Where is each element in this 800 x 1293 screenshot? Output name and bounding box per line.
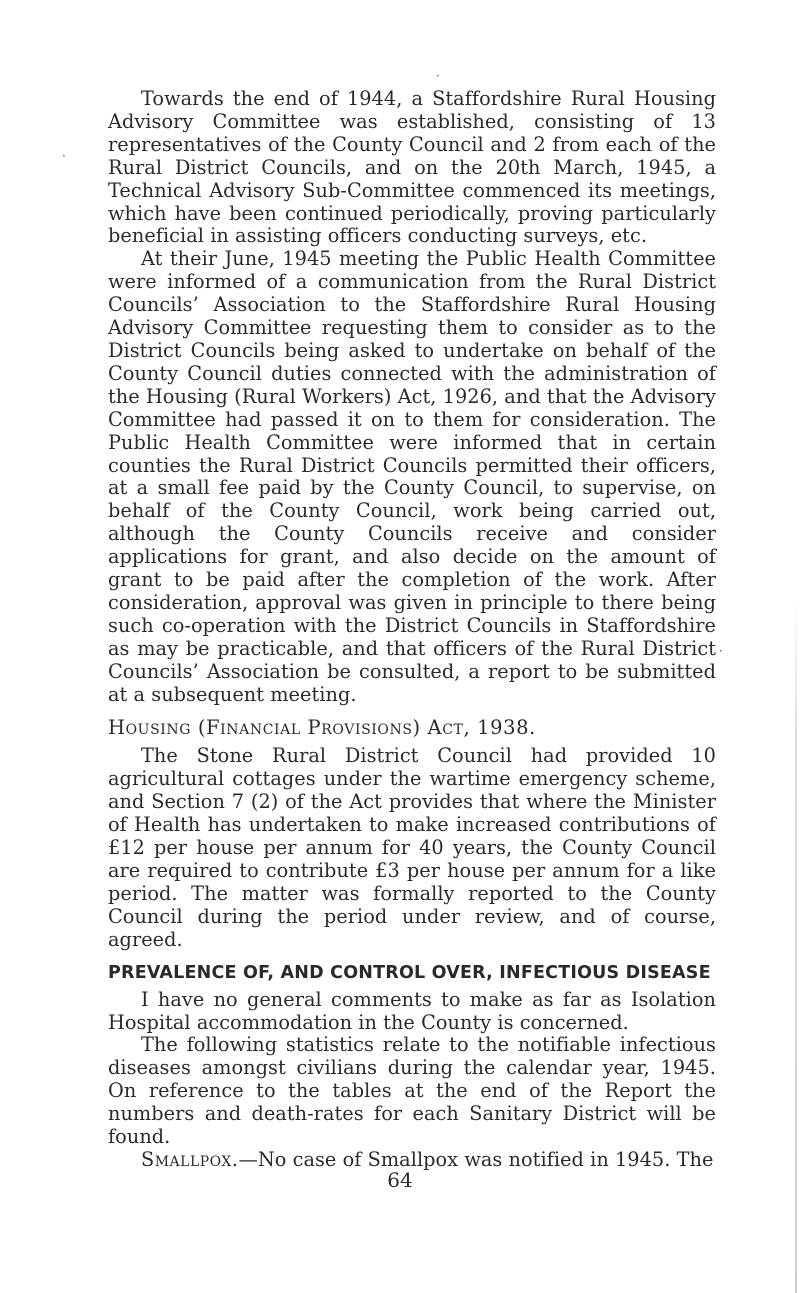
page-number: 64: [387, 1168, 413, 1192]
heading-infectious-disease: PREVALENCE OF, AND CONTROL OVER, INFECTIOUS DISEASE: [108, 962, 711, 983]
heading-housing-act: Housing (Financial Provisions) Act, 1938.: [108, 716, 536, 740]
smallpox-text: —No case of Smallpox was notified in 1945. The: [238, 1147, 714, 1171]
paragraph-june-meeting: At their June, 1945 meeting the Public Health Committee were informed of a communication from the Rural District Councils’ Association to the Staffordshire Rural Housing Advisory Committee requesting them to consider as to the District Councils being asked to undertake on behalf of the County Council duties connected with the administration of the Housing (Rural Workers) Act, 1926, and that the Advisory Committee had passed it on to them for consideration. The Public Health Committee were informed that in certain counties the Rural District Councils permitted their officers, at a small fee paid by the County Council, to supervise, on behalf of the County Council, work being carried out, although the County Councils receive and consider applications for grant, and also decide on the amount of grant to be paid after the completion of the work. After consideration, approval was given in principle to there being such co-operation with the District Councils in Staffordshire as may be practicable, and that officers of the Rural District Councils’ Association be consulted, a report to be submitted at a subsequent meeting.: [108, 247, 716, 706]
body-text: [108, 88, 716, 1172]
smallpox-lead: Smallpox.: [141, 1147, 239, 1171]
page-edge-shadow: [795, 595, 797, 1293]
paragraph-stone-rural: The Stone Rural District Council had provided 10 agricultural cottages under the wartime emergency scheme, and Section 7 (2) of the Act provides that where the Minister of Health has undertaken to make increased contributions of £12 per house per annum for 40 years, the County Council are required to contribute £3 per house per annum for a like period. The matter was formally reported to the County Council during the period under review, and of course, agreed.: [108, 744, 716, 951]
speck-mark: ·: [719, 644, 723, 658]
paragraph-isolation-hospital: I have no general comments to make as far as Isolation Hospital accommodation in the County is concerned.: [108, 987, 716, 1034]
paragraph-advisory-committee: Towards the end of 1944, a Staffordshire Rural Housing Advisory Committee was established, consisting of 13 representatives of the County Council and 2 from each of the Rural District Councils, and on the 20th March, 1945, a Technical Advisory Sub-Committee commenced its meetings, which have been continued periodically, proving particularly beneficial in assisting officers conducting surveys, etc.: [108, 87, 716, 248]
speck-mark: ·: [436, 69, 440, 83]
speck-mark: ·: [62, 149, 66, 163]
paragraph-statistics: The following statistics relate to the notifiable infectious diseases amongst civilians during the calendar year, 1945. On reference to the tables at the end of the Report the numbers and death-rates for each Sanitary District will be found.: [108, 1033, 716, 1149]
